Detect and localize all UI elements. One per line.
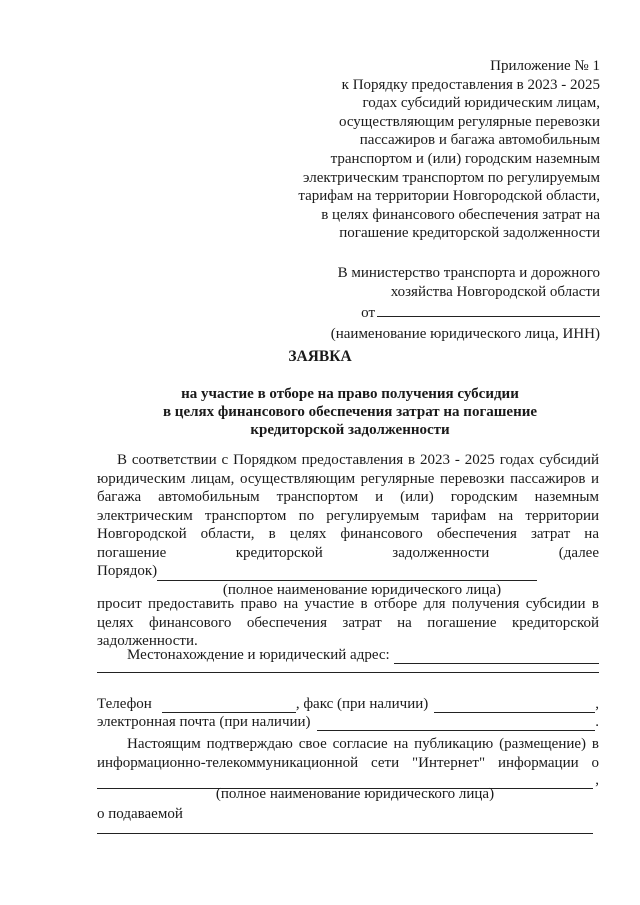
email-label: электронная почта (при наличии) xyxy=(97,714,311,730)
from-line xyxy=(331,302,600,323)
document-title: ЗАЯВКА xyxy=(288,348,352,365)
document-subtitle xyxy=(0,385,640,439)
addressee-line: хозяйства Новгородской области xyxy=(390,283,600,300)
addressee-block xyxy=(331,264,600,343)
paragraph-intro xyxy=(97,451,599,599)
annex-line: Приложение № 1 xyxy=(490,58,600,74)
annex-line: погашение кредиторской задолженности xyxy=(339,225,600,242)
email-field[interactable] xyxy=(317,716,596,731)
annex-line: пассажиров и багажа автомобильным xyxy=(359,132,600,149)
company-name-field[interactable] xyxy=(157,566,537,581)
location-field[interactable] xyxy=(394,649,599,664)
location-row xyxy=(97,647,599,664)
addressee-line: В министерство транспорта и дорожного xyxy=(337,265,600,281)
para1-end: Порядок) xyxy=(97,563,158,579)
phone-row xyxy=(97,696,599,713)
comma: , xyxy=(595,772,599,788)
annex-header xyxy=(298,57,600,243)
subtitle-line: на участие в отборе на право получения субсидии xyxy=(181,386,519,402)
email-row xyxy=(97,714,599,731)
annex-line: электрическим транспортом по регулируемым xyxy=(303,169,600,186)
fax-field[interactable] xyxy=(434,698,595,713)
consent-text: Настоящим подтверждаю свое согласие на публикацию (размещение) в информационно-телекоммуникационной сети "Интернет" информации о xyxy=(97,736,599,771)
annex-line: годах субсидий юридическим лицам, xyxy=(362,95,600,112)
annex-line: осуществляющим регулярные перевозки xyxy=(338,113,600,130)
comma: , xyxy=(595,696,599,712)
subtitle-line: кредиторской задолженности xyxy=(250,422,450,438)
intro-text: В соответствии с Порядком предоставления в 2023 - 2025 годах субсидий юридическим лицам, осуществляющим регулярные перевозки пассажиров и багажа автомобильным транспортом и (или) городским наземным электрическим транспортом по регулируемым тарифам на территории Новгородской области, в целях финансового обеспечения затрат на погашение кредиторской задолженности (далее xyxy=(97,452,599,561)
from-hint: (наименование юридического лица, ИНН) xyxy=(330,325,600,342)
phone-label: Телефон xyxy=(97,696,152,712)
location-label: Местонахождение и юридический адрес: xyxy=(127,647,390,663)
annex-line: в целях финансового обеспечения затрат на xyxy=(321,206,600,223)
annex-line: тарифам на территории Новгородской области, xyxy=(298,188,600,205)
from-field[interactable] xyxy=(377,302,600,317)
subtitle-line: в целях финансового обеспечения затрат на погашение xyxy=(162,404,538,420)
submitted-field[interactable] xyxy=(97,833,593,834)
consent-name-hint: (полное наименование юридического лица) xyxy=(215,786,495,802)
period: . xyxy=(595,714,599,730)
submitted-label: о подаваемой xyxy=(97,806,183,822)
annex-line: транспортом и (или) городским наземным xyxy=(330,150,600,167)
paragraph-request: просит предоставить право на участие в отборе для получения субсидии в целях финансового обеспечения затрат на погашение кредиторской задолженности. xyxy=(97,596,599,649)
phone-field[interactable] xyxy=(162,698,296,713)
company-name-line xyxy=(97,562,599,581)
annex-line: к Порядку предоставления в 2023 - 2025 xyxy=(341,76,600,93)
from-label: от xyxy=(361,305,375,321)
location-field-line2[interactable] xyxy=(97,672,599,673)
company-name-hint: (полное наименование юридического лица) xyxy=(222,581,502,598)
consent-paragraph xyxy=(97,735,599,772)
fax-label: , факс (при наличии) xyxy=(295,696,429,712)
